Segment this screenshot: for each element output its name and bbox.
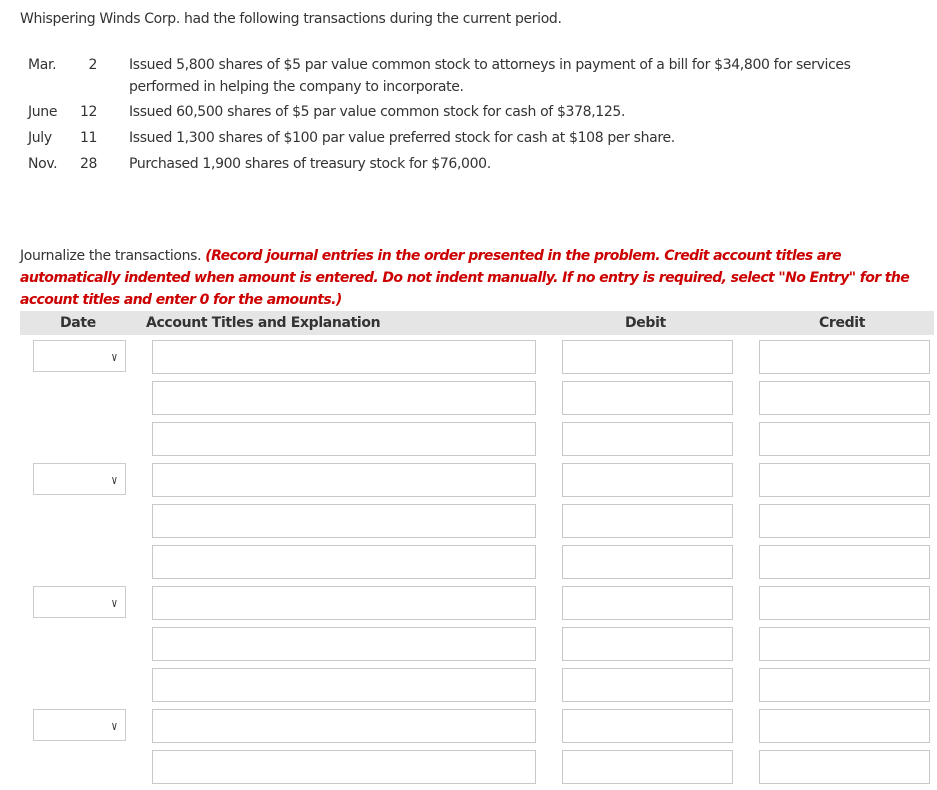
credit-input[interactable] — [759, 545, 930, 579]
account-title-input[interactable] — [152, 422, 536, 456]
credit-input[interactable] — [759, 668, 930, 702]
debit-input[interactable] — [562, 545, 733, 579]
instructions — [20, 245, 925, 311]
transaction-day: 12 — [80, 104, 98, 120]
credit-input[interactable] — [759, 627, 930, 661]
debit-input[interactable] — [562, 750, 733, 784]
debit-input[interactable] — [562, 340, 733, 374]
instructions-note: (Record journal entries in the order presented in the problem. Credit account titles are automatically indented when amount is entered. Do not indent manually. If no entry is required, select "No Entry" for the account titles and enter 0 for the amounts.) — [20, 248, 910, 308]
date-column-header: Date — [60, 315, 96, 331]
journal-table-header — [20, 311, 934, 335]
transaction-day: 2 — [88, 57, 97, 73]
transaction-description: Issued 60,500 shares of $5 par value common stock for cash of $378,125. — [129, 104, 626, 120]
journal-row — [0, 709, 937, 743]
account-title-input[interactable] — [152, 750, 536, 784]
chevron-down-icon: ∨ — [111, 719, 119, 733]
chevron-down-icon: ∨ — [111, 596, 119, 610]
credit-input[interactable] — [759, 381, 930, 415]
credit-input[interactable] — [759, 340, 930, 374]
credit-input[interactable] — [759, 586, 930, 620]
debit-column-header: Debit — [625, 315, 666, 331]
transaction-month: July — [28, 130, 52, 146]
account-title-input[interactable] — [152, 463, 536, 497]
journal-row — [0, 545, 937, 579]
credit-input[interactable] — [759, 750, 930, 784]
transaction-description: Purchased 1,900 shares of treasury stock for $76,000. — [129, 156, 491, 172]
debit-input[interactable] — [562, 586, 733, 620]
transaction-description: Issued 5,800 shares of $5 par value common stock to attorneys in payment of a bill for $34,800 for services performed in helping the company to incorporate. — [129, 57, 851, 95]
account-title-input[interactable] — [152, 381, 536, 415]
debit-input[interactable] — [562, 381, 733, 415]
debit-input[interactable] — [562, 463, 733, 497]
debit-input[interactable] — [562, 709, 733, 743]
account-title-input[interactable] — [152, 627, 536, 661]
instructions-lead: Journalize the transactions. — [20, 248, 202, 264]
chevron-down-icon: ∨ — [111, 473, 119, 487]
date-select[interactable] — [33, 463, 126, 495]
journal-row — [0, 750, 937, 784]
journal-row — [0, 586, 937, 620]
credit-input[interactable] — [759, 709, 930, 743]
account-title-input[interactable] — [152, 586, 536, 620]
journal-row — [0, 627, 937, 661]
transaction-month: June — [28, 104, 58, 120]
credit-column-header: Credit — [819, 315, 866, 331]
date-select[interactable] — [33, 340, 126, 372]
journal-row — [0, 340, 937, 374]
credit-input[interactable] — [759, 422, 930, 456]
journal-row — [0, 504, 937, 538]
transaction-day: 11 — [80, 130, 98, 146]
debit-input[interactable] — [562, 504, 733, 538]
debit-input[interactable] — [562, 422, 733, 456]
account-title-input[interactable] — [152, 668, 536, 702]
journal-row — [0, 422, 937, 456]
account-title-input[interactable] — [152, 709, 536, 743]
date-select[interactable] — [33, 586, 126, 618]
account-title-input[interactable] — [152, 545, 536, 579]
problem-intro: Whispering Winds Corp. had the following transactions during the current period. — [20, 11, 562, 27]
credit-input[interactable] — [759, 463, 930, 497]
debit-input[interactable] — [562, 668, 733, 702]
transaction-month: Mar. — [28, 57, 57, 73]
date-select[interactable] — [33, 709, 126, 741]
account-title-input[interactable] — [152, 340, 536, 374]
chevron-down-icon: ∨ — [111, 350, 119, 364]
debit-input[interactable] — [562, 627, 733, 661]
journal-row — [0, 668, 937, 702]
transaction-description: Issued 1,300 shares of $100 par value preferred stock for cash at $108 per share. — [129, 130, 675, 146]
journal-row — [0, 381, 937, 415]
credit-input[interactable] — [759, 504, 930, 538]
transaction-month: Nov. — [28, 156, 58, 172]
journal-row — [0, 463, 937, 497]
transaction-day: 28 — [80, 156, 98, 172]
account-column-header: Account Titles and Explanation — [146, 315, 381, 331]
account-title-input[interactable] — [152, 504, 536, 538]
